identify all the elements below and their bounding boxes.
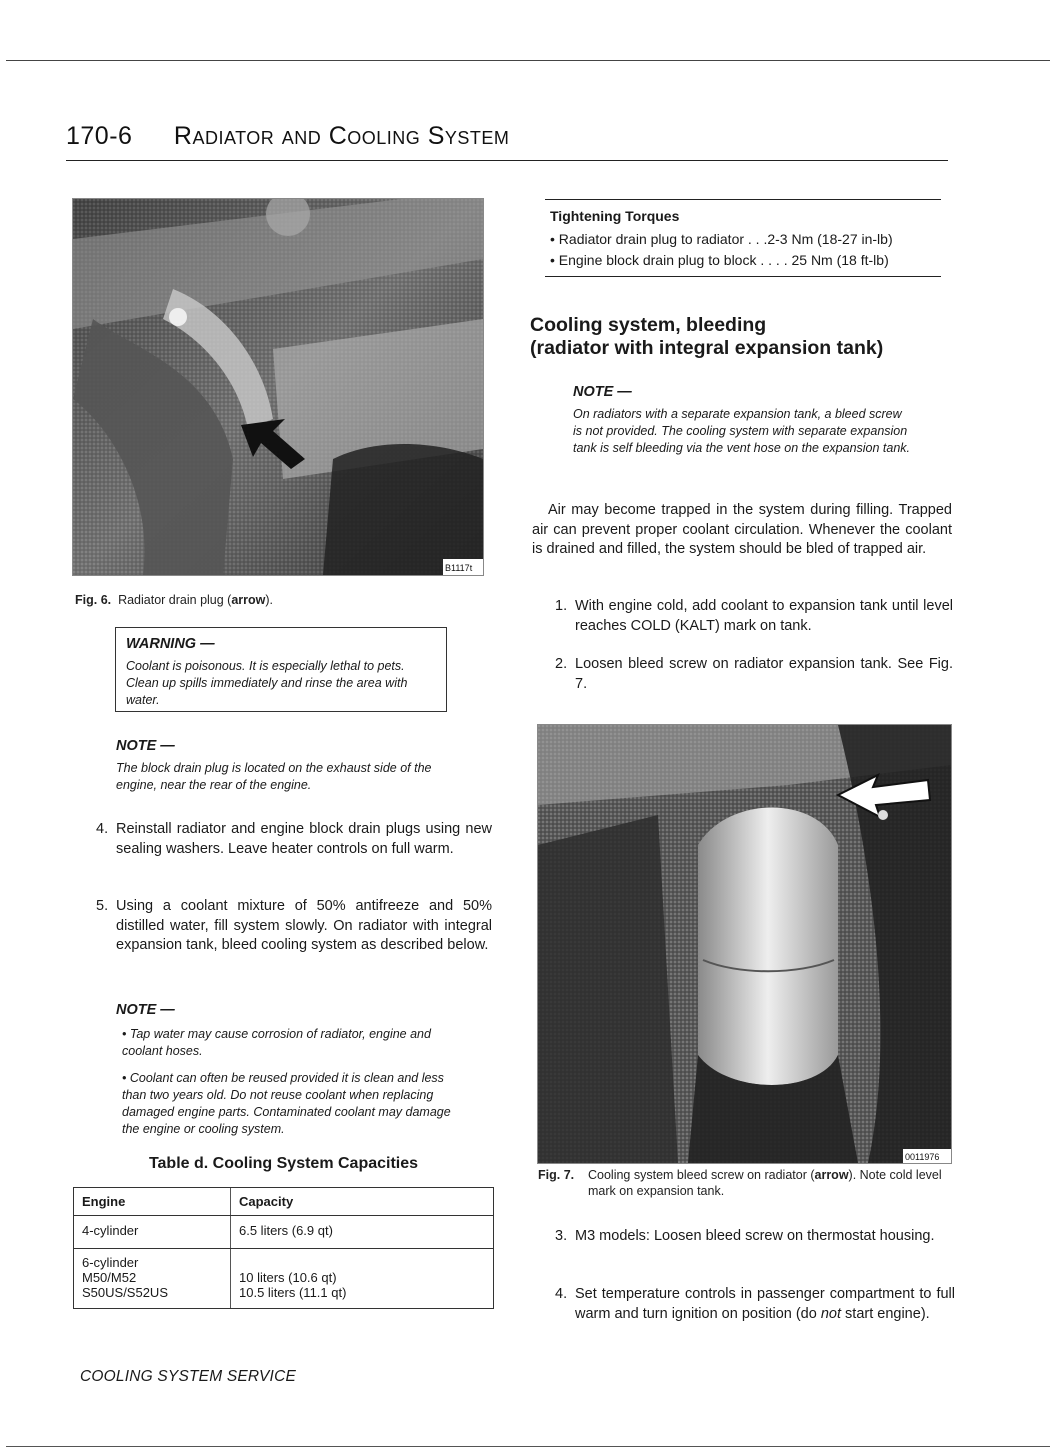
step-2-right <box>555 655 953 694</box>
step-4-left <box>96 820 492 859</box>
section-heading <box>530 314 950 360</box>
fig7-photo <box>537 724 952 1164</box>
cell-engine <box>74 1249 231 1309</box>
section-heading-line: Cooling system, bleeding <box>530 314 767 336</box>
cell-engine-line: M50/M52 <box>82 1270 137 1285</box>
cell-capacity: 6.5 liters (6.9 qt) <box>231 1216 494 1249</box>
step-text: With engine cold, add coolant to expansion tank until level reaches COLD (KALT) mark on tank. <box>575 598 953 634</box>
step-number: 3. <box>555 1228 568 1244</box>
torque-bottom-rule <box>545 276 941 277</box>
table-row <box>74 1216 494 1249</box>
cell-capacity-line: 10 liters (10.6 qt) <box>239 1270 337 1285</box>
bottom-rule <box>6 1446 1050 1447</box>
step-text <box>575 1285 955 1324</box>
step-text-part: Set temperature controls in passenger compartment to full warm and turn ignition on position (do <box>575 1286 955 1322</box>
table-header-row <box>74 1188 494 1216</box>
cell-capacity-line: 10.5 liters (11.1 qt) <box>239 1285 347 1300</box>
note-separate-tank <box>573 384 913 457</box>
cell-engine: 4-cylinder <box>74 1216 231 1249</box>
fig7-caption-end: ). Note cold level mark on expansion tank. <box>588 1168 942 1198</box>
section-heading-line: (radiator with integral expansion tank) <box>530 337 884 359</box>
step-number: 2. <box>555 656 568 672</box>
table-title: Table d. Cooling System Capacities <box>148 1155 419 1172</box>
step-text: Loosen bleed screw on radiator expansion tank. See Fig. 7. <box>575 656 953 692</box>
torque-top-rule <box>545 199 941 200</box>
page-title: Radiator and Cooling System <box>173 122 510 150</box>
step-text-emphasis: not <box>820 1305 842 1322</box>
fig7-caption-bold: arrow <box>814 1168 849 1182</box>
fig6-caption-end: ). <box>265 593 274 607</box>
step-3-right <box>555 1227 955 1247</box>
intro-paragraph: Air may become trapped in the system during filling. Trapped air can prevent proper coolant circulation. Whenever the coolant is drained and filled, the system should be bled of trapped air. <box>532 502 952 557</box>
warning-title: WARNING — <box>126 636 215 652</box>
step-text: Using a coolant mixture of 50% antifreeze and 50% distilled water, fill system slowly. On radiator with integral expansion tank, bleed cooling system as described below. <box>116 898 492 953</box>
page-header <box>66 122 509 151</box>
fig6-caption-bold: arrow <box>231 593 266 607</box>
fig6-label: Fig. 6. <box>75 593 112 607</box>
note-drain-plug <box>116 738 456 794</box>
header-engine: Engine <box>74 1188 231 1216</box>
step-number: 4. <box>555 1286 568 1302</box>
header-rule <box>66 160 948 161</box>
note-coolant <box>116 1002 456 1138</box>
cell-capacity <box>231 1249 494 1309</box>
tightening-torques <box>550 208 942 271</box>
table-row <box>74 1249 494 1309</box>
note-bullet: • Tap water may cause corrosion of radiator, engine and coolant hoses. <box>122 1027 431 1058</box>
step-5-left <box>96 897 492 956</box>
step-number: 4. <box>96 821 109 837</box>
step-1-right <box>555 597 953 636</box>
fig6-code: B1117t <box>445 563 473 573</box>
fig6-photo <box>72 198 484 576</box>
note-title: NOTE — <box>116 738 175 754</box>
note-bullet: • Coolant can often be reused provided it is clean and less than two years old. Do not reuse coolant when replacing damaged engine parts. Contaminated coolant may damage the engine or cooling system. <box>122 1071 451 1136</box>
fig7-caption-text <box>588 1167 956 1199</box>
capacities-table <box>73 1187 494 1309</box>
fig7-caption-pre: Cooling system bleed screw on radiator ( <box>588 1168 815 1182</box>
note-title: NOTE — <box>116 1002 175 1018</box>
step-text: M3 models: Loosen bleed screw on thermostat housing. <box>575 1228 935 1244</box>
footer-section-title: COOLING SYSTEM SERVICE <box>80 1368 296 1385</box>
fig6-caption-text: Radiator drain plug ( <box>118 593 232 607</box>
fig7-label: Fig. 7. <box>538 1168 575 1182</box>
torque-title: Tightening Torques <box>550 208 680 224</box>
fig7-caption <box>538 1167 956 1199</box>
warning-text: Coolant is poisonous. It is especially lethal to pets. Clean up spills immediately and rinse the area with water. <box>126 659 408 707</box>
top-rule <box>6 60 1050 61</box>
page-number: 170-6 <box>66 122 133 150</box>
cell-engine-line: 6-cylinder <box>82 1255 139 1270</box>
cell-engine-line: S50US/S52US <box>82 1285 168 1300</box>
step-text: Reinstall radiator and engine block drain plugs using new sealing washers. Leave heater controls on full warm. <box>116 821 492 857</box>
note-text: The block drain plug is located on the exhaust side of the engine, near the rear of the engine. <box>116 761 432 792</box>
torque-line: • Engine block drain plug to block . . . . 25 Nm (18 ft-lb) <box>550 252 889 268</box>
note-text: On radiators with a separate expansion tank, a bleed screw is not provided. The cooling system with separate expansion tank is self bleeding via the vent hose on the expansion tank. <box>573 407 911 455</box>
fig7-code: 0011976 <box>905 1152 940 1162</box>
step-text-part: start engine). <box>841 1305 930 1322</box>
header-capacity: Capacity <box>231 1188 494 1216</box>
note-title: NOTE — <box>573 384 632 400</box>
warning-box <box>115 627 447 712</box>
torque-line: • Radiator drain plug to radiator . . .2-3 Nm (18-27 in-lb) <box>550 231 893 247</box>
step-4-right <box>555 1285 955 1324</box>
step-number: 1. <box>555 598 568 614</box>
fig6-caption <box>75 592 475 608</box>
step-number: 5. <box>96 898 109 914</box>
